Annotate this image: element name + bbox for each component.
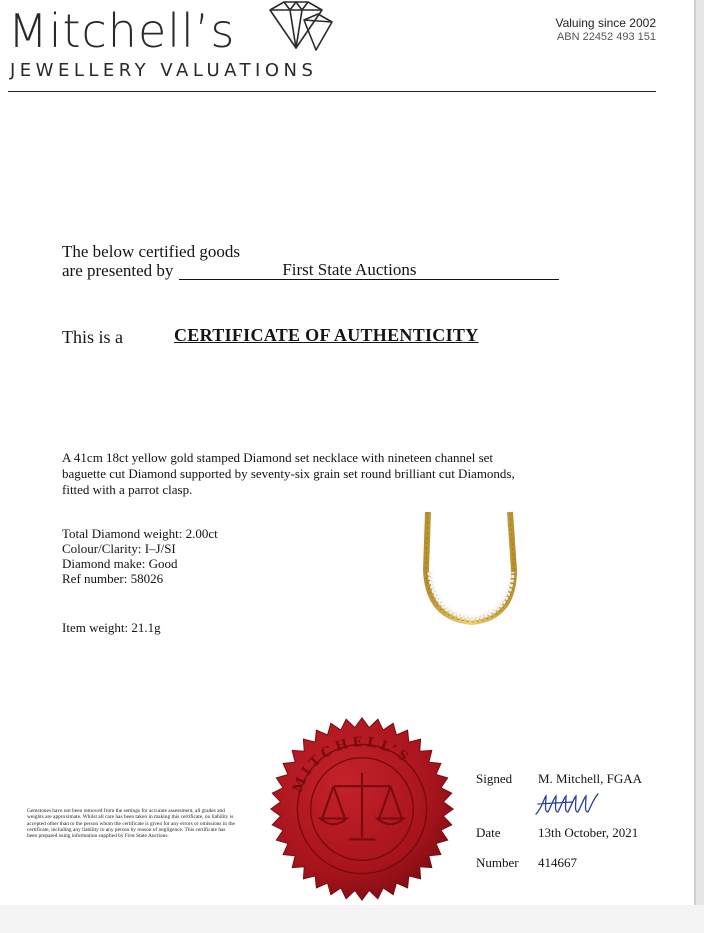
number-label: Number <box>476 855 519 870</box>
number-value: 414667 <box>538 855 577 870</box>
abn-number: ABN 22452 493 151 <box>556 31 656 43</box>
item-weight: Item weight: 21.1g <box>62 620 161 635</box>
brand-name: Mitchell’s <box>8 4 236 58</box>
presenter-name: First State Auctions <box>282 260 417 279</box>
certificate-title: CERTIFICATE OF AUTHENTICITY <box>174 325 479 345</box>
page-edge-line <box>694 0 696 933</box>
necklace-photo <box>410 510 530 635</box>
colour-clarity: Colour/Clarity: I–J/SI <box>62 541 176 556</box>
date-label: Date <box>476 825 501 840</box>
presented-block <box>62 242 559 280</box>
item-description: A 41cm 18ct yellow gold stamped Diamond set necklace with nineteen channel set baguette cut Diamond supported by seventy-six grain set round brilliant cut Diamonds, fitted with a parrot clasp. <box>62 450 515 497</box>
tagline: Valuing since 2002 <box>555 16 656 30</box>
diamond-logo-icon <box>262 0 336 54</box>
seal-ring-text: MITCHELL’S <box>290 735 414 795</box>
handwritten-signature <box>532 790 612 820</box>
presented-line2 <box>62 261 559 280</box>
page-bottom-edge <box>0 905 704 933</box>
brand-subtitle: JEWELLERY VALUATIONS <box>10 60 318 81</box>
signed-value: M. Mitchell, FGAA <box>538 771 642 786</box>
presented-prefix: are presented by <box>62 261 174 280</box>
presenter-field <box>179 261 559 280</box>
date-value: 13th October, 2021 <box>538 825 639 840</box>
disclaimer-text: Gemstones have not been removed from the settings for accurate assessment, all grades and weights are approximate. Whilst all care has been taken in making this certificate, no liability is accepted other than to the person whom the certificate is given for any errors or omissions in the certificate, including any liability to any person by reason of negligence. This certificate has been prepared using information supplied by First State Auctions. <box>27 808 235 840</box>
header-divider <box>8 91 656 92</box>
certificate-prefix: This is a <box>62 327 123 347</box>
item-specs <box>62 526 218 586</box>
signed-label: Signed <box>476 771 513 786</box>
ref-number: Ref number: 58026 <box>62 571 164 586</box>
total-diamond-weight: Total Diamond weight: 2.00ct <box>62 526 218 541</box>
presented-line1: The below certified goods <box>62 242 240 261</box>
wax-seal <box>267 714 457 904</box>
tagline-block <box>555 16 656 44</box>
diamond-make: Diamond make: Good <box>62 556 178 571</box>
